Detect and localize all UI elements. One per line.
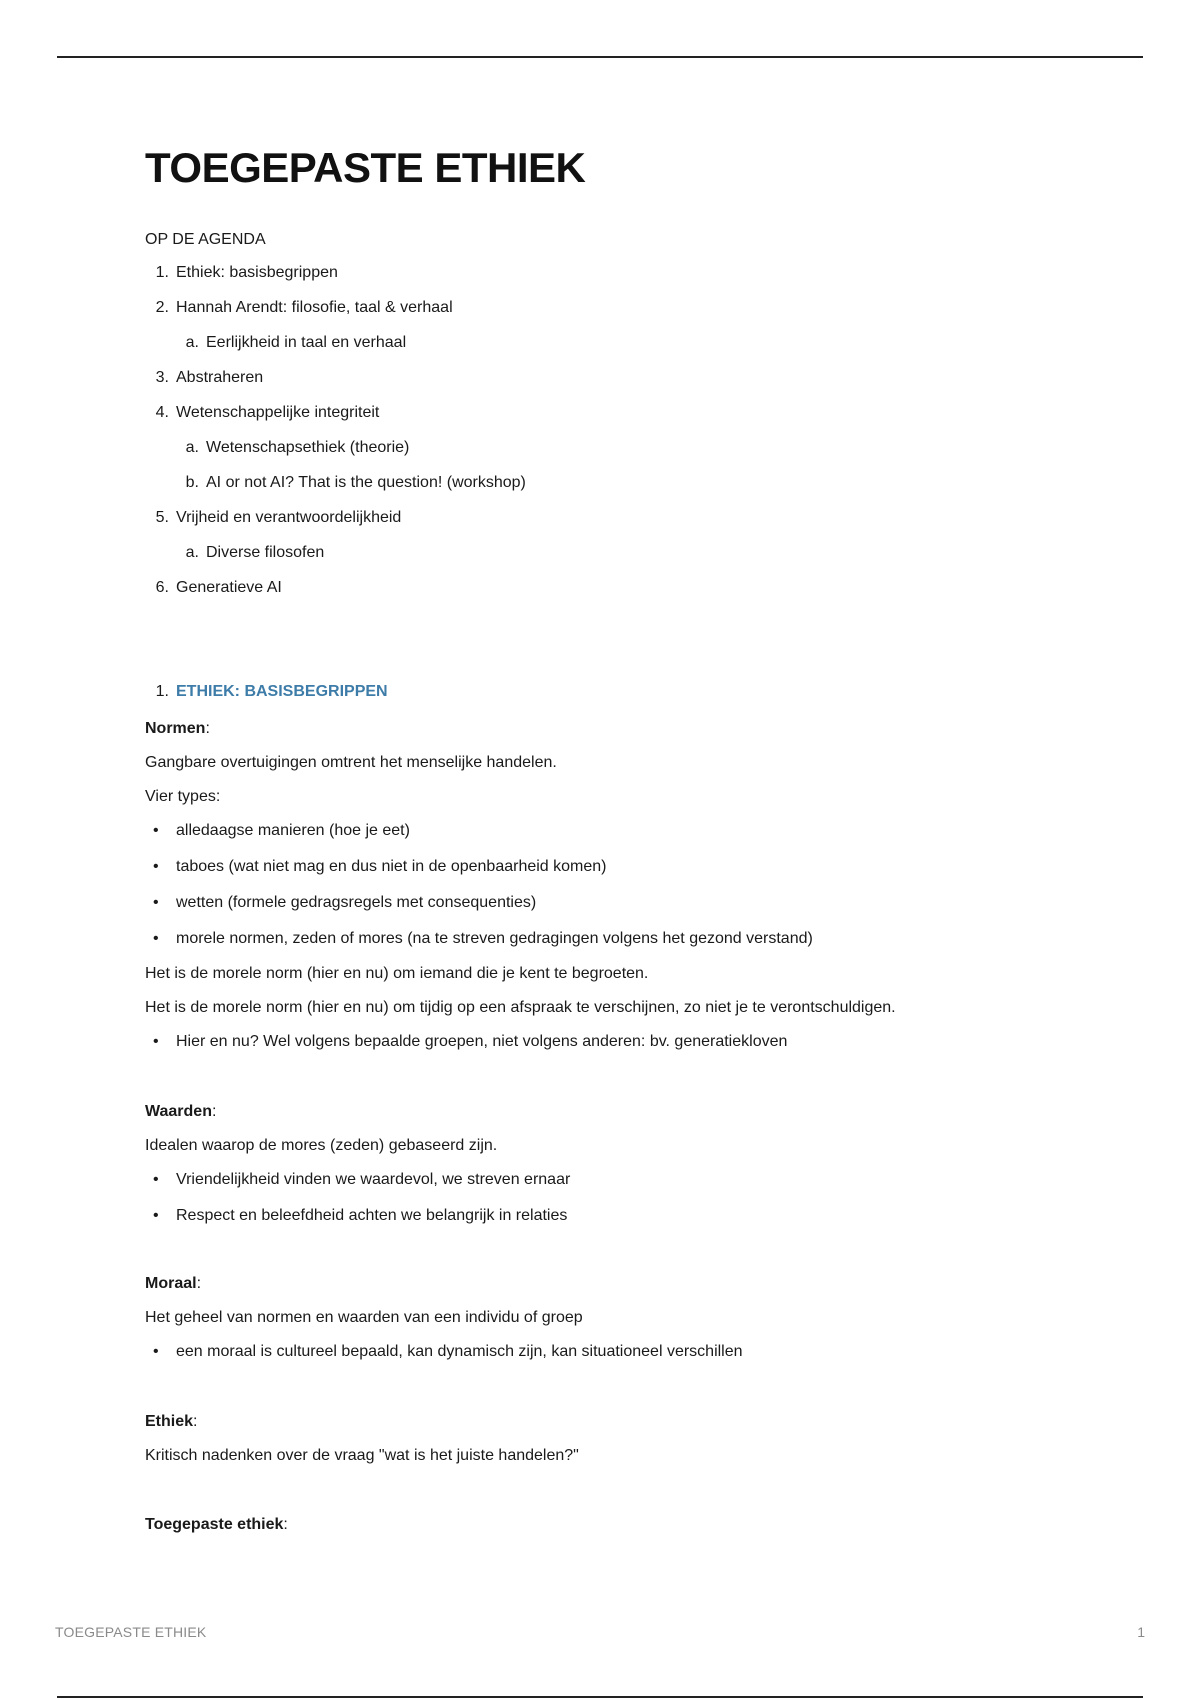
bullet-icon: • — [153, 1207, 159, 1224]
waarden-list — [145, 1170, 1045, 1226]
agenda-subitem — [145, 438, 1045, 458]
section-number: 1. — [155, 683, 169, 700]
term-toegepaste-ethiek — [145, 1515, 1045, 1535]
agenda-item-label: Wetenschapsethiek (theorie) — [206, 439, 410, 456]
list-item-text: Hier en nu? Wel volgens bepaalde groepen, niet volgens anderen: bv. generatiekloven — [176, 1033, 788, 1050]
bullet-icon: • — [153, 930, 159, 947]
agenda-subitem — [145, 333, 1045, 353]
section-heading — [145, 682, 1045, 702]
term-label: Moraal — [145, 1275, 197, 1292]
list-item — [145, 821, 1045, 841]
agenda-item-label: Hannah Arendt: filosofie, taal & verhaal — [176, 299, 453, 316]
agenda-item — [145, 403, 1045, 423]
term-label: Ethiek — [145, 1413, 194, 1430]
term-label: Normen — [145, 720, 206, 737]
normen-example: Het is de morele norm (hier en nu) om tijdig op een afspraak te verschijnen, zo niet je te verontschuldigen. — [145, 999, 896, 1016]
normen-example: Het is de morele norm (hier en nu) om iemand die je kent te begroeten. — [145, 965, 649, 982]
list-letter: a. — [185, 334, 199, 351]
list-letter: a. — [185, 439, 199, 456]
list-item — [145, 929, 1045, 949]
normen-definition: Gangbare overtuigingen omtrent het menselijke handelen. — [145, 754, 557, 771]
term-colon: : — [193, 1413, 198, 1430]
term-label: Toegepaste ethiek — [145, 1516, 284, 1533]
term-colon: : — [211, 1103, 217, 1120]
list-item-text: Respect en beleefdheid achten we belangrijk in relaties — [176, 1207, 568, 1224]
agenda-item-label: Diverse filosofen — [206, 544, 325, 561]
term-ethiek — [145, 1412, 1045, 1432]
agenda-item-label: Ethiek: basisbegrippen — [176, 264, 338, 281]
term-colon: : — [196, 1275, 202, 1292]
agenda-item — [145, 263, 1045, 283]
list-item — [145, 1170, 1045, 1190]
agenda-list — [145, 263, 1045, 598]
agenda-item-label: Wetenschappelijke integriteit — [176, 404, 380, 421]
bullet-icon: • — [153, 1033, 159, 1050]
agenda-item-label: Generatieve AI — [176, 579, 282, 596]
list-number: 3. — [155, 369, 169, 386]
list-item — [145, 857, 1045, 877]
agenda-item-label: AI or not AI? That is the question! (workshop) — [206, 474, 526, 491]
agenda-item — [145, 508, 1045, 528]
moraal-list — [145, 1342, 1045, 1362]
list-number: 5. — [155, 509, 169, 526]
list-number: 4. — [155, 404, 169, 421]
bullet-icon: • — [153, 858, 159, 875]
page-title: TOEGEPASTE ETHIEK — [145, 144, 586, 191]
list-letter: b. — [185, 474, 199, 491]
agenda-item-label: Eerlijkheid in taal en verhaal — [206, 334, 407, 351]
term-colon: : — [283, 1516, 288, 1533]
list-item — [145, 1032, 1045, 1052]
list-item-text: wetten (formele gedragsregels met consequenties) — [176, 894, 537, 911]
ethiek-definition: Kritisch nadenken over de vraag "wat is het juiste handelen?" — [145, 1447, 579, 1464]
list-item-text: alledaagse manieren (hoe je eet) — [176, 822, 410, 839]
list-item — [145, 1342, 1045, 1362]
list-number: 1. — [155, 264, 169, 281]
bottom-rule — [57, 1696, 1143, 1698]
term-label: Waarden — [145, 1103, 212, 1120]
list-number: 2. — [155, 299, 169, 316]
section-heading-text: ETHIEK: BASISBEGRIPPEN — [176, 683, 388, 700]
agenda-item — [145, 368, 1045, 388]
page-number: 1 — [1137, 1624, 1145, 1640]
agenda-item-label: Vrijheid en verantwoordelijkheid — [176, 509, 402, 526]
list-letter: a. — [185, 544, 199, 561]
footer-title: TOEGEPASTE ETHIEK — [55, 1624, 207, 1640]
bullet-icon: • — [153, 1343, 159, 1360]
normen-types-list — [145, 821, 1045, 949]
moraal-definition: Het geheel van normen en waarden van een individu of groep — [145, 1309, 583, 1326]
agenda-label: OP DE AGENDA — [145, 231, 266, 248]
bullet-icon: • — [153, 1171, 159, 1188]
normen-note-list — [145, 1032, 1045, 1052]
list-item — [145, 1206, 1045, 1226]
term-waarden — [145, 1102, 1045, 1122]
list-item-text: een moraal is cultureel bepaald, kan dynamisch zijn, kan situationeel verschillen — [176, 1343, 743, 1360]
agenda-item — [145, 578, 1045, 598]
top-rule — [57, 56, 1143, 58]
list-item-text: taboes (wat niet mag en dus niet in de openbaarheid komen) — [176, 858, 607, 875]
agenda-item-label: Abstraheren — [176, 369, 264, 386]
list-item — [145, 893, 1045, 913]
bullet-icon: • — [153, 822, 159, 839]
normen-types-label: Vier types: — [145, 788, 221, 805]
waarden-definition: Idealen waarop de mores (zeden) gebaseerd zijn. — [145, 1137, 498, 1154]
list-item-text: Vriendelijkheid vinden we waardevol, we streven ernaar — [176, 1171, 571, 1188]
agenda-subitem — [145, 473, 1045, 493]
bullet-icon: • — [153, 894, 159, 911]
term-normen — [145, 719, 1045, 739]
list-number: 6. — [155, 579, 169, 596]
list-item-text: morele normen, zeden of mores (na te streven gedragingen volgens het gezond verstand) — [176, 930, 813, 947]
term-moraal — [145, 1274, 1045, 1294]
agenda-subitem — [145, 543, 1045, 563]
term-colon: : — [205, 720, 210, 737]
agenda-item — [145, 298, 1045, 318]
page-content — [145, 140, 1045, 1535]
